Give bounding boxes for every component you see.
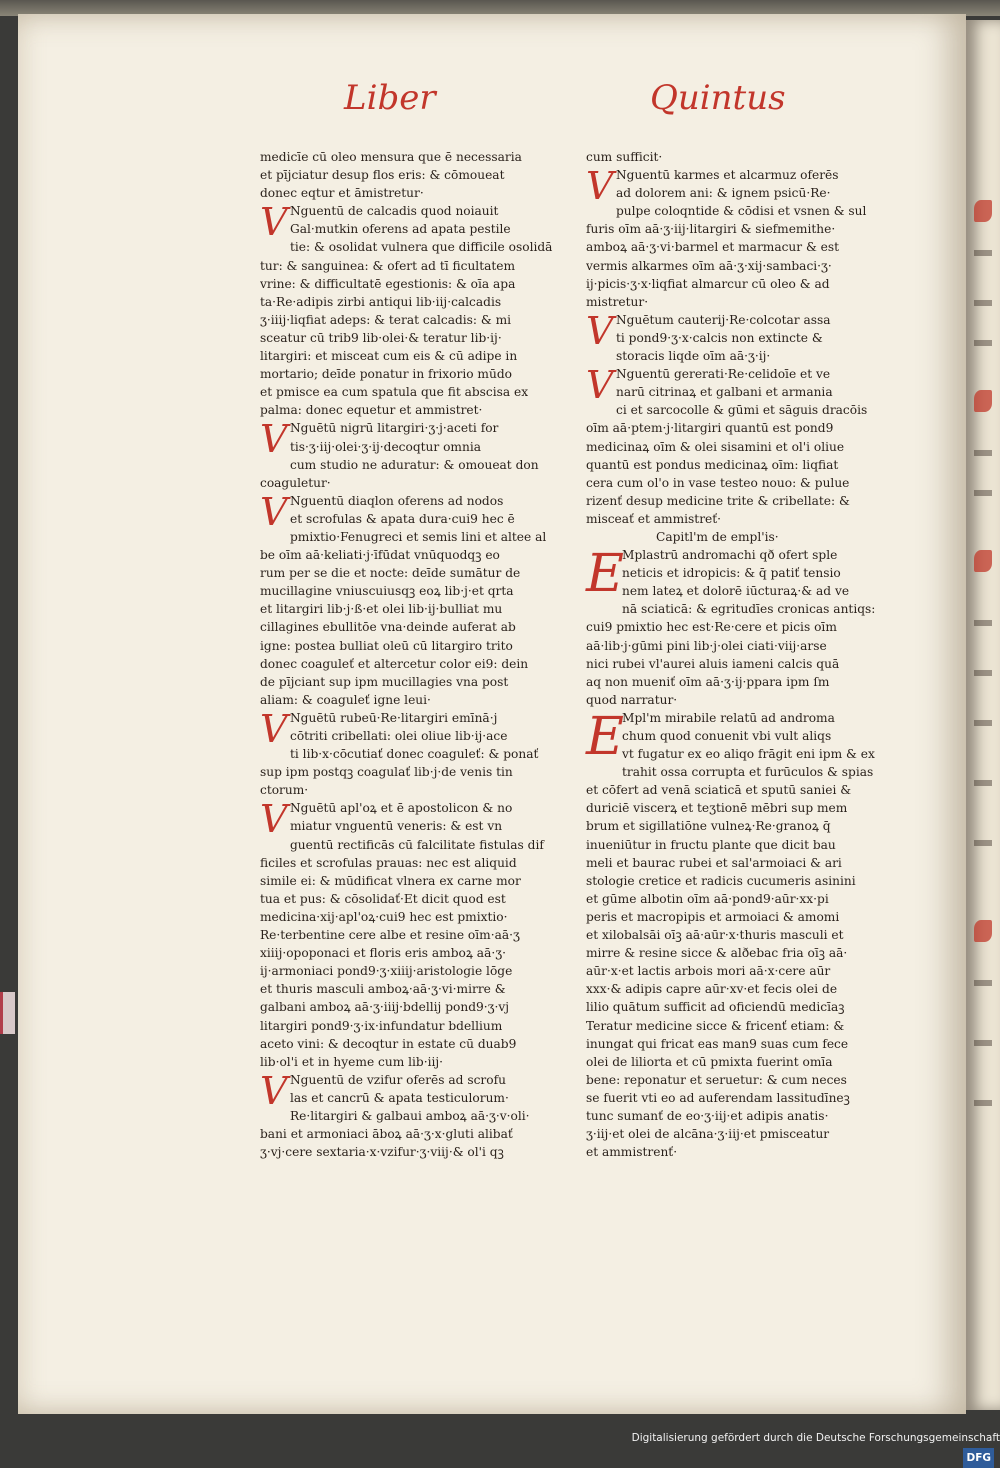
text-line: et ammistrenť·: [586, 1145, 678, 1160]
text-line: Nguentū karmes et alcarmuz oferēs: [616, 168, 839, 183]
text-line: vermis alkarmes oīm aā·ʒ·xij·sambaci·ʒ·: [586, 258, 832, 273]
text-line: inungat qui fricat eas man9 suas cum fece: [586, 1036, 849, 1051]
text-line: donec eqtur et āmistretur·: [260, 186, 424, 201]
text-line: Nguentū gererati·Re·celidoīe et ve: [616, 367, 831, 382]
text-line: aā·lib·j·gūmi pini lib·j·olei ciati·viij·arse: [586, 638, 827, 653]
text-line: Nguētū rubeū·Re·litargiri emīnā·j: [290, 710, 498, 725]
rubricated-initial: V: [586, 363, 614, 408]
text-line: cum studio ne aduratur: & omoueat don: [290, 457, 539, 472]
rubricated-initial: V: [260, 797, 288, 842]
text-line: ficiles et scrofulas prauas: nec est aliquid: [260, 855, 517, 870]
text-line: Re·litargiri & galbaui amboꝝ aā·ʒ·v·oli·: [290, 1108, 530, 1123]
text-line: furis oīm aā·ʒ·iij·litargiri & siefmemithe·: [586, 222, 836, 237]
text-line: tunc sumanť de eo·ʒ·iij·et adipis anatis·: [586, 1108, 829, 1123]
text-line: cera cum ol'o in vase testeo nouo: & pulue: [586, 475, 850, 490]
credit-text: Digitalisierung gefördert durch die Deutsche Forschungsgemeinschaft: [631, 1432, 1000, 1444]
chapter-heading: Capitl'm de empl'is·: [656, 529, 779, 544]
text-line: xxx·& adipis capre aūr·xv·et fecis olei de: [586, 982, 838, 997]
dfg-logo: DFG: [963, 1448, 994, 1468]
rubricated-initial: V: [260, 1068, 288, 1113]
text-line: lib·ol'i et in hyeme cum lib·iij·: [260, 1054, 444, 1069]
text-line: ad dolorem ani: & ignem psicū·Re·: [616, 186, 831, 201]
paragraph: [260, 1068, 560, 1161]
rubricated-initial: V: [586, 308, 614, 353]
text-line: amboꝝ aā·ʒ·vi·barmel et marmacur & est: [586, 240, 840, 255]
text-line: Nguentū de calcadis quod noiauit: [290, 204, 499, 219]
text-line: et gūme albotin oīm aā·pond9·aūr·xx·pi: [586, 891, 829, 906]
text-line: rizenť desup medicine trite & cribellate: &: [586, 493, 850, 508]
text-line: tua et pus: & cōsolidať·Et dicit quod est: [260, 891, 506, 906]
text-line: mistretur·: [586, 294, 649, 309]
text-line: et litargiri lib·j·ß·et olei lib·ij·bulliat mu: [260, 602, 503, 617]
text-line: tis·ʒ·iij·olei·ʒ·ij·decoqtur omnia: [290, 439, 481, 454]
bookmark-tab: [0, 992, 15, 1034]
paragraph: [586, 166, 882, 311]
text-line: mucillagine vniuscuiusqꝫ eoꝝ lib·j·et qrta: [260, 584, 514, 599]
left-text-column: [260, 148, 560, 1161]
text-line: et scrofulas & apata dura·cui9 hec ē: [290, 511, 515, 526]
text-line: igne: postea bulliat oleū cū litargiro trito: [260, 638, 513, 653]
text-line: bene: reponatur et seruetur: & cum neces: [586, 1072, 847, 1087]
text-line: vt fugatur ex eo aliqo frāgit eni ipm & ex: [622, 747, 875, 762]
text-line: rum per se die et nocte: deīde sumātur de: [260, 566, 521, 581]
text-line: nici rubei vl'aurei aluis iameni calcis quā: [586, 656, 840, 671]
text-line: se fuerit vti eo ad auferendam lassitudīneꝫ: [586, 1090, 850, 1105]
text-line: trahit ossa corrupta et furūculos & spias: [622, 765, 874, 780]
text-line: coaguletur·: [260, 475, 331, 490]
book-page: [18, 14, 966, 1414]
text-line: cum sufficit·: [586, 150, 663, 164]
rubricated-initial: V: [260, 489, 288, 534]
text-line: mirre & resine sicce & alðebac fria oīꝫ aā·: [586, 946, 848, 961]
text-line: medicīe cū oleo mensura que ē necessaria: [260, 150, 522, 164]
digitization-credit: [610, 1428, 1000, 1464]
text-line: quantū est pondus medicinaꝝ oīm: liqfiat: [586, 457, 839, 472]
text-line: ctorum·: [260, 783, 309, 798]
paragraph: [586, 365, 882, 528]
text-line: Nguētum cauterij·Re·colcotar assa: [616, 312, 831, 327]
text-line: chum quod conuenit vbi vult aliqs: [622, 729, 832, 743]
text-line: ci et sarcocolle & gūmi et sāguis dracōis: [616, 403, 868, 418]
running-head: [18, 76, 966, 136]
paragraph: [586, 308, 882, 365]
text-line: cui9 pmixtio hec est·Re·cere et picis oīm: [586, 620, 837, 635]
text-line: sup ipm postqꝫ coagulať lib·j·de venis tin: [260, 765, 513, 780]
text-line: Mplastrū andromachi qð ofert sple: [622, 548, 838, 563]
text-line: et cōfert ad venā sciaticā et sputū saniei &: [586, 783, 852, 798]
right-text-column: [586, 148, 882, 1161]
text-line: et pījciatur desup flos eris: & cōmoueat: [260, 168, 505, 183]
text-line: donec coaguleť et altercetur color ei9: dein: [260, 656, 529, 671]
paragraph: [586, 546, 882, 709]
text-line: galbani amboꝝ aā·ʒ·iiij·bdellij pond9·ʒ·vj: [260, 1000, 510, 1015]
text-line: ij·picis·ʒ·x·liqfiat almarcur cū oleo & ad: [586, 276, 830, 291]
text-line: palma: donec equetur et ammistret·: [260, 403, 483, 418]
text-line: guentū rectificās cū falcilitate fistulas dif: [290, 837, 544, 852]
text-line: olei de liliorta et cū pmixta fuerint omīa: [586, 1054, 833, 1069]
text-line: narū citrinaꝝ et galbani et armania: [616, 385, 833, 400]
text-line: simile ei: & mūdificat vlnera ex carne mor: [260, 873, 521, 888]
text-line: Teratur medicine sicce & fricenť etiam: &: [586, 1018, 845, 1033]
text-line: litargiri pond9·ʒ·ix·infundatur bdellium: [260, 1018, 503, 1033]
text-line: be oīm aā·keliati·j·īfūdat vnūquodqꝫ eo: [260, 548, 500, 563]
text-line: cillagines ebullitōe vna·deinde auferat ab: [260, 620, 516, 635]
text-line: ʒ·iiij·liqfiat adeps: & terat calcadis: & mi: [260, 312, 512, 327]
text-line: stologie cretice et radicis cucumeris asinini: [586, 873, 856, 888]
rubricated-initial: V: [586, 164, 614, 209]
text-line: aūr·x·et lactis arbois mori aā·x·cere aūr: [586, 964, 831, 979]
text-line: inueniūtur in fructu plante que dicit bau: [586, 837, 836, 852]
text-line: Nguentū diaqlon oferens ad nodos: [290, 493, 504, 508]
text-line: medicinaꝝ oīm & olei sisamini et ol'i oliue: [586, 439, 845, 454]
text-line: Mpl'm mirabile relatū ad androma: [622, 710, 835, 725]
text-line: tur: & sanguinea: & ofert ad tī ficultatem: [260, 258, 516, 273]
text-line: ti pond9·ʒ·x·calcis non extincte &: [616, 330, 823, 345]
text-line: Nguētū apl'oꝝ et ē apostolicon & no: [290, 801, 513, 816]
rubricated-initial: E: [586, 706, 624, 767]
adjacent-page-edge: [966, 20, 1000, 1410]
text-line: bani et armoniaci āboꝝ aā·ʒ·x·gluti alibať: [260, 1127, 513, 1142]
paragraph: [260, 419, 560, 491]
paragraph: [586, 706, 882, 1161]
text-line: nem lateꝝ et dolorē iūcturaꝝ·& ad ve: [622, 584, 850, 599]
text-line: tie: & osolidat vulnera que difficile osolidā: [290, 240, 553, 255]
paragraph: [260, 489, 560, 709]
rubricated-initial: V: [260, 200, 288, 245]
text-line: aq non mueniť oīm aā·ʒ·ij·ppara ipm ſm: [586, 674, 830, 689]
text-line: Gal·mutkin oferens ad apata pestile: [290, 222, 511, 237]
text-line: Re·terbentine cere albe et resine oīm·aā·ʒ: [260, 928, 520, 943]
text-line: et xilobalsāi oīꝫ aā·aūr·x·thuris masculi et: [586, 928, 844, 943]
text-line: meli et baurac rubei et sal'armoiaci & ari: [586, 855, 842, 870]
text-line: mortario; deīde ponatur in frixorio mūdo: [260, 367, 512, 382]
paragraph: [586, 148, 882, 166]
paragraph: [260, 202, 560, 419]
text-line: et pmisce ea cum spatula que fit abscisa ex: [260, 385, 529, 400]
text-line: lilio quātum sufficit ad oficiendū medicīaꝫ: [586, 1000, 845, 1015]
text-line: neticis et idropicis: & q̄ patiť tensio: [622, 566, 841, 581]
text-line: aceto vini: & decoqtur in estate cū duab9: [260, 1036, 517, 1051]
text-line: oīm aā·ptem·j·litargiri quantū est pond9: [586, 421, 834, 436]
text-line: miatur vnguentū veneris: & est vn: [290, 819, 503, 834]
running-head-right: Quintus: [650, 78, 786, 118]
text-line: aliam: & coaguleť igne leui·: [260, 692, 431, 707]
rubricated-initial: V: [260, 417, 288, 462]
text-line: et thuris masculi amboꝝ·aā·ʒ·vi·mirre &: [260, 982, 506, 997]
text-line: misceať et ammistreť·: [586, 511, 722, 526]
text-line: brum et sigillatiōne vulneꝝ·Re·granoꝝ q̄: [586, 819, 831, 834]
text-line: peris et macropipis et armoiaci & amomi: [586, 909, 840, 924]
text-line: xiiij·opoponaci et floris eris amboꝝ aā·ʒ·: [260, 946, 506, 961]
text-line: sceatur cū trib9 lib·olei·& teratur lib·ij·: [260, 330, 502, 345]
text-line: storacis liqde oīm aā·ʒ·ij·: [616, 349, 771, 364]
text-line: las et cancrū & apata testiculorum·: [290, 1090, 509, 1105]
rubricated-initial: E: [586, 544, 624, 605]
text-line: ʒ·iij·et olei de alcāna·ʒ·iij·et pmisceatur: [586, 1127, 830, 1142]
text-line: ij·armoniaci pond9·ʒ·xiiij·aristologie lōge: [260, 964, 513, 979]
paragraph: [260, 799, 560, 1070]
text-line: pulpe coloqntide & cōdisi et vsnen & sul: [616, 204, 867, 219]
text-line: quod narratur·: [586, 692, 678, 707]
text-line: Nguētū nigrū litargiri·ʒ·j·aceti for: [290, 421, 499, 436]
text-line: litargiri: et misceat cum eis & cū adipe in: [260, 349, 518, 364]
text-line: ti lib·x·cōcutiať donec coaguleť: & ponať: [290, 747, 539, 762]
text-line: cōtriti cribellati: olei oliue lib·ij·ace: [290, 729, 508, 743]
text-line: nā sciaticā: & egritudīes cronicas antiqs:: [622, 602, 876, 617]
paragraph: [260, 706, 560, 799]
text-line: vrine: & difficultatē egestionis: & oīa apa: [260, 276, 516, 291]
text-line: Nguentū de vzifur oferēs ad scrofu: [290, 1072, 506, 1087]
text-line: ʒ·vj·cere sextaria·x·vzifur·ʒ·viij·& ol'i qꝫ: [260, 1145, 504, 1160]
text-line: medicina·xij·apl'oꝝ·cui9 hec est pmixtio·: [260, 909, 508, 924]
rubricated-initial: V: [260, 706, 288, 751]
text-line: de pījciant sup ipm mucillagies vna post: [260, 674, 509, 689]
running-head-left: Liber: [344, 78, 436, 118]
text-line: duriciē viscerꝝ et teʒtionē mēbri sup mem: [586, 801, 848, 816]
paragraph: [260, 148, 560, 202]
text-line: pmixtio·Fenugreci et semis lini et altee al: [290, 529, 547, 544]
text-line: ta·Re·adipis zirbi antiqui lib·iij·calcadis: [260, 294, 502, 309]
